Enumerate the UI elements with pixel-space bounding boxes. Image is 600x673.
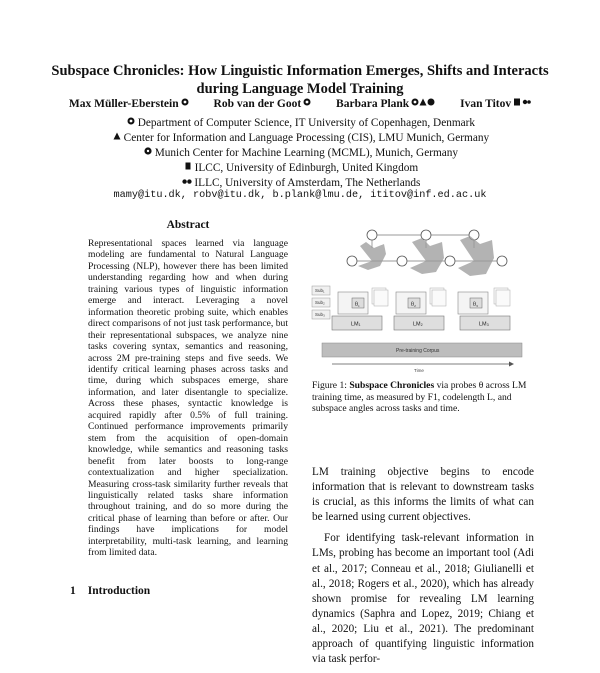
body-column	[312, 465, 534, 673]
author-name: Rob van der Goot	[214, 98, 312, 110]
corpus-label: Pre-training Corpus	[396, 348, 440, 354]
probe-theta-label: θ₁	[355, 302, 360, 308]
task-label: Sub₃	[315, 312, 325, 317]
section-number: 1	[70, 585, 76, 597]
task-boxes	[312, 286, 330, 319]
probe-theta-label: θ₂	[411, 302, 416, 308]
time-label: Time	[414, 368, 424, 373]
paragraph: LM training objective begins to encode information that is relevant to downstream tasks is crucial, as this informs the limits of what can be learned using current objectives.	[312, 466, 534, 524]
affiliation-marker-icon	[303, 98, 311, 106]
bike-marker-icon	[182, 177, 192, 185]
section-heading	[70, 585, 150, 597]
figure-1-diagram	[308, 218, 530, 378]
affiliation-marker-icon	[513, 98, 531, 106]
affiliation-marker-icon	[411, 98, 435, 106]
affiliation-line: Department of Computer Science, IT University of Copenhagen, Denmark	[0, 116, 600, 130]
probe-theta-label: θ₃	[473, 302, 478, 308]
probe-boxes	[338, 292, 488, 314]
lm-label: LM₁	[351, 321, 361, 328]
lm-boxes	[332, 316, 510, 330]
author-emails: mamy@itu.dk, robv@itu.dk, b.plank@lmu.de, ititov@inf.ed.ac.uk	[113, 190, 487, 201]
figure-caption: Figure 1: Subspace Chronicles via probes θ across LM training time, as measured by F1, codelength L, and subspace angles across tasks and time.	[312, 380, 527, 415]
lm-label: LM₂	[413, 321, 423, 328]
triangle-marker-icon	[113, 132, 121, 140]
affiliation-line: ILCC, University of Edinburgh, United Kingdom	[0, 161, 600, 175]
lm-label: LM₃	[479, 321, 489, 328]
affiliation-line: Center for Information and Language Processing (CIS), LMU Munich, Germany	[0, 131, 600, 145]
author-name: Barbara Plank	[336, 98, 435, 110]
task-label: Sub₁	[315, 288, 325, 293]
affiliation-line: Munich Center for Machine Learning (MCML), Munich, Germany	[0, 146, 600, 160]
paragraph: For identifying task-relevant information in LMs, probing has become an important tool (Adi et al., 2017; Conneau et al., 2018; Giulianelli et al., 2018; Rogers et al., 2020), which has already shown promise for revealing LM learning dynamics (Saphra and Lopez, 2019; Chiang et al., 2020; Liu et al., 2021). The predominant approach of quantifying linguistic information via task perfor-	[312, 532, 534, 666]
author-name: Max Müller-Eberstein	[69, 98, 189, 110]
abstract-heading: Abstract	[166, 219, 210, 231]
affiliation-marker-icon	[181, 98, 189, 106]
cluster-marker-icon	[144, 147, 152, 155]
affiliation-line: ILLC, University of Amsterdam, The Netherlands	[0, 176, 600, 190]
flag-marker-icon	[184, 162, 192, 170]
author-name: Ivan Titov	[460, 98, 531, 110]
author-list	[0, 98, 600, 110]
paper-title: Subspace Chronicles: How Linguistic Information Emerges, Shifts and Interacts during Language Model Training	[51, 63, 549, 97]
abstract-text: Representational spaces learned via language modeling are fundamental to Natural Language Processing (NLP), however there has been limited understanding regarding how and when during training various types of linguistic information emerge and interact. Leveraging a novel information theoretic probing suite, which enables direct comparisons of not just task performance, but their representational subspaces, we analyze nine tasks covering syntax, semantics and reasoning, across 2M pre-training steps and five seeds. We identify critical learning phases across tasks and time, during which subspaces emerge, share information, and later disentangle to specialize. Across these phases, syntactic knowledge is acquired rapidly after 0.5% of full training. Continued performance improvements primarily stem from the acquisition of open-domain knowledge, while semantics and reasoning tasks benefit from later boosts to long-range contextualization and higher specialization. Measuring cross-task similarity further reveals that linguistically related tasks share information throughout training, and do so more during the critical phase of learning than before or after. Our findings have implications for model interpretability, multi-task learning, and learning from limited data.	[88, 238, 288, 559]
task-label: Sub₂	[315, 300, 325, 305]
circle-marker-icon	[127, 117, 135, 125]
section-title: Introduction	[87, 585, 151, 597]
